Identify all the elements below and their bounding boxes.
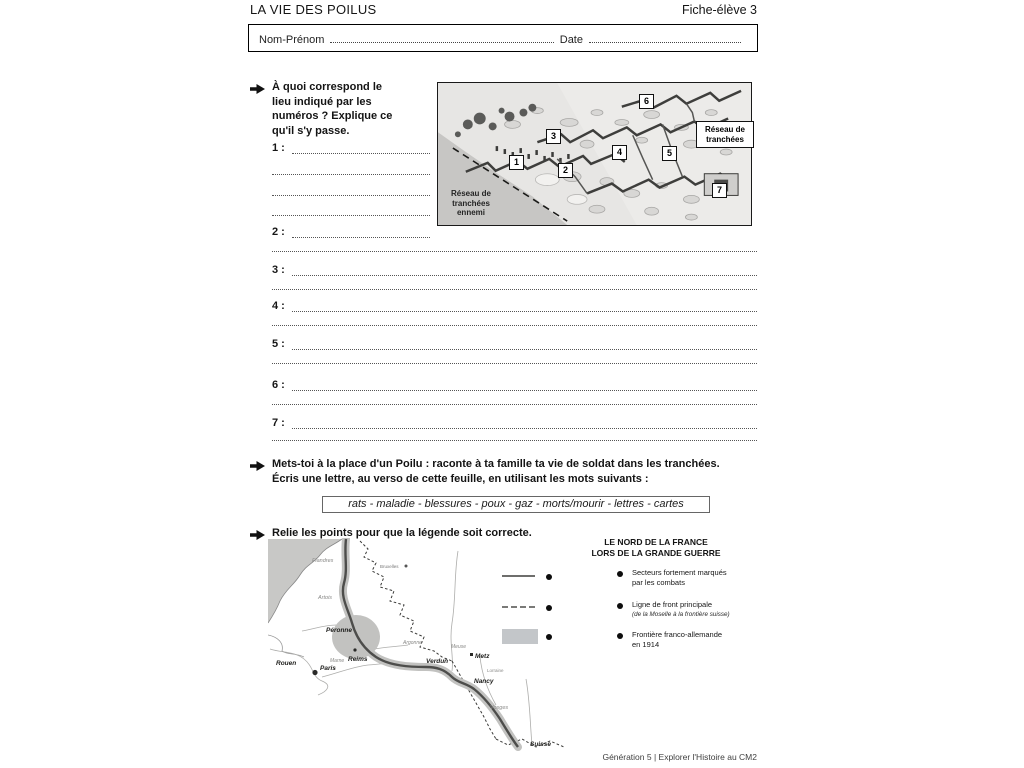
answer-label-7: 7 : xyxy=(272,417,285,429)
arrow-bullet-icon xyxy=(250,530,265,540)
matching-instruction-text: Relie les points pour que la légende soit correcte. xyxy=(272,527,532,539)
answer-label-5: 5 : xyxy=(272,338,285,350)
answer-line xyxy=(272,440,757,441)
reims-dot xyxy=(353,648,356,651)
map-title-line2: LORS DE LA GRANDE GUERRE xyxy=(591,548,721,558)
enemy-trench-network-label: Réseau de tranchées ennemi xyxy=(450,189,492,217)
name-dotted-leader xyxy=(330,41,553,43)
legend-symbol-gray-area xyxy=(502,629,538,644)
map-label-meuse: Meuse xyxy=(451,644,467,650)
france-ww1-map xyxy=(268,538,570,752)
metz-marker xyxy=(470,653,473,656)
legend-item-2-line1: Ligne de front principale xyxy=(632,600,713,609)
trench-marker-2: 2 xyxy=(558,163,573,178)
letter-instruction-text xyxy=(272,457,762,486)
bruxelles-dot xyxy=(405,565,408,568)
map-label-vosges: Vosges xyxy=(490,705,509,711)
letter-instruction-line2: Écris une lettre, au verso de cette feuille, en utilisant les mots suivants : xyxy=(272,472,649,485)
answer-line xyxy=(292,311,757,312)
page-title: LA VIE DES POILUS xyxy=(250,2,377,17)
answer-line xyxy=(272,289,757,290)
legend-right-dot-2 xyxy=(617,603,623,609)
trench-illustration xyxy=(437,82,752,226)
sea-area xyxy=(268,539,342,623)
trench-marker-5: 5 xyxy=(662,146,677,161)
trench-marker-7: 7 xyxy=(712,183,727,198)
legend-item-2-line2: (de la Moselle à la frontière suisse) xyxy=(632,611,730,618)
legend-symbol-dashed-line xyxy=(502,606,535,608)
trench-marker-1: 1 xyxy=(509,155,524,170)
map-label-peronne: Péronne xyxy=(326,627,353,634)
legend-symbol-solid-line xyxy=(502,575,535,577)
answer-label-6: 6 : xyxy=(272,379,285,391)
legend-item-3-line1: Frontière franco-allemande xyxy=(632,630,723,639)
legend-item-1-line1: Secteurs fortement marqués xyxy=(632,568,727,577)
legend-item-2 xyxy=(632,600,764,620)
map-label-reims: Reims xyxy=(348,656,368,663)
legend-left-dot-2 xyxy=(546,605,552,611)
answer-line xyxy=(292,237,430,238)
normandy-coast xyxy=(268,635,304,657)
answer-line xyxy=(292,275,757,276)
answer-label-1: 1 : xyxy=(272,142,285,154)
map-label-paris: Paris xyxy=(320,665,336,672)
rivers xyxy=(270,551,532,745)
arrow-bullet-icon xyxy=(250,84,265,94)
sheet-number-label: Fiche-élève 3 xyxy=(681,3,757,17)
answer-line xyxy=(292,349,757,350)
legend-item-1 xyxy=(632,568,764,588)
legend-right-dot-3 xyxy=(617,633,623,639)
answer-line xyxy=(272,174,430,175)
legend-right-dot-1 xyxy=(617,571,623,577)
date-dotted-leader xyxy=(589,41,741,43)
legend-item-3-line2: en 1914 xyxy=(632,640,660,649)
map-title-line1: LE NORD DE LA FRANCE xyxy=(604,537,708,547)
legend-item-1-line2: par les combats xyxy=(632,578,685,587)
trench-marker-3: 3 xyxy=(546,129,561,144)
letter-instruction-line1: Mets-toi à la place d'un Poilu : raconte à ta famille ta vie de soldat dans les tranchées. xyxy=(272,458,720,470)
word-bank-box: rats - maladie - blessures - poux - gaz - morts/mourir - lettres - cartes xyxy=(322,496,710,513)
map-label-verdun: Verdun xyxy=(426,658,449,665)
answer-line xyxy=(272,251,757,252)
paris-dot xyxy=(312,670,317,675)
answer-line xyxy=(272,404,757,405)
map-label-lorraine: Lorraine xyxy=(487,668,504,673)
map-label-suisse: Suisse xyxy=(530,741,551,748)
arrow-bullet-icon xyxy=(250,461,265,471)
trench-network-label: Réseau de tranchées xyxy=(696,121,754,148)
publisher-footer: Génération 5 | Explorer l'Histoire au CM2 xyxy=(602,752,757,762)
name-date-box xyxy=(248,24,758,52)
answer-line xyxy=(292,153,430,154)
answer-line xyxy=(272,215,430,216)
trench-marker-4: 4 xyxy=(612,145,627,160)
question-1-text: À quoi correspond le lieu indiqué par les numéros ? Explique ce qu'il s'y passe. xyxy=(272,81,393,137)
map-label-artois: Artois xyxy=(318,595,333,601)
map-label-rouen: Rouen xyxy=(276,660,297,667)
answer-line xyxy=(272,325,757,326)
name-label: Nom-Prénom xyxy=(259,34,325,46)
answer-line xyxy=(272,363,757,364)
answer-line xyxy=(272,195,430,196)
answer-line xyxy=(292,428,757,429)
map-title xyxy=(560,537,752,559)
map-label-nancy: Nancy xyxy=(474,678,494,685)
legend-left-dot-1 xyxy=(546,574,552,580)
legend-item-3 xyxy=(632,630,764,650)
date-label: Date xyxy=(559,34,583,46)
trench-marker-6: 6 xyxy=(639,94,654,109)
map-label-metz: Metz xyxy=(475,653,490,660)
answer-label-2: 2 : xyxy=(272,226,285,238)
map-label-argonne: Argonne xyxy=(403,640,422,646)
map-label-marne: Marne xyxy=(330,658,345,664)
answer-line xyxy=(292,390,757,391)
answer-label-4: 4 : xyxy=(272,300,285,312)
map-label-bruxelles: Bruxelles xyxy=(380,564,399,569)
legend-left-dot-3 xyxy=(546,634,552,640)
map-label-flandres: Flandres xyxy=(312,558,334,564)
answer-label-3: 3 : xyxy=(272,264,285,276)
